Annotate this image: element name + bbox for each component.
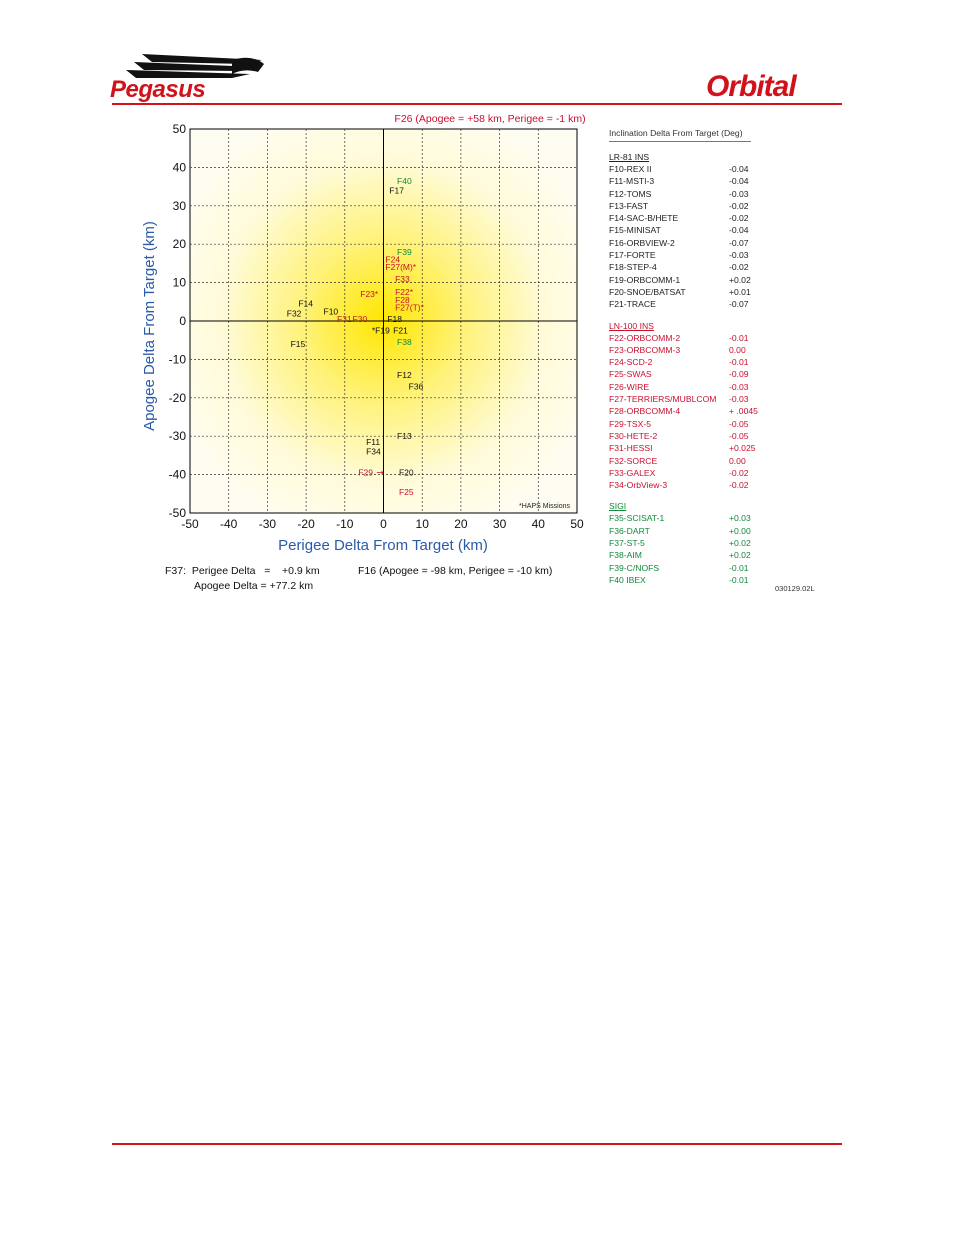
point-label: F34 — [366, 446, 381, 457]
inclination-group — [609, 501, 829, 586]
mission-name: F38-AIM — [609, 550, 642, 561]
inclination-value: 0.00 — [729, 344, 746, 355]
point-label: F27(M)* — [385, 262, 417, 273]
y-tick-label: 20 — [172, 237, 186, 252]
y-tick-label: -30 — [168, 429, 186, 444]
y-tick-label: 30 — [172, 198, 186, 213]
inclination-value: -0.03 — [729, 394, 749, 405]
inclination-value: -0.02 — [729, 200, 749, 211]
mission-name: F12-TOMS — [609, 188, 652, 199]
point-label: *F19 — [371, 325, 390, 336]
inclination-value: -0.02 — [729, 480, 749, 491]
inclination-row — [609, 188, 829, 200]
y-axis-label: Apogee Delta From Target (km) — [141, 221, 158, 431]
mission-name: F25-SWAS — [609, 369, 652, 380]
point-label: F18 — [387, 314, 403, 325]
mission-name: F35-SCISAT-1 — [609, 513, 665, 524]
mission-name: F15-MINISAT — [609, 225, 661, 236]
point-label: F25 — [398, 486, 414, 497]
arrow-icon: → — [376, 468, 384, 479]
point-label: F27(T)* — [395, 302, 424, 313]
point-label: F24 — [385, 254, 401, 265]
inclination-value: +0.02 — [729, 274, 751, 285]
inclination-row — [609, 163, 829, 175]
mission-name: F17-FORTE — [609, 250, 656, 261]
inclination-group-title: LN-100 INS — [609, 320, 654, 331]
inclination-row — [609, 418, 829, 430]
point-label: F17 — [389, 185, 404, 196]
x-tick-label: 20 — [454, 517, 468, 531]
inclination-row — [609, 332, 829, 344]
inclination-row — [609, 381, 829, 393]
x-tick-label: -40 — [220, 517, 238, 531]
mission-name: F33-GALEX — [609, 467, 656, 478]
mission-name: F27-TERRIERS/MUBLCOM — [609, 394, 717, 405]
mission-name: F18-STEP-4 — [609, 262, 657, 273]
inclination-value: -0.01 — [729, 332, 749, 343]
mission-name: F21-TRACE — [609, 299, 656, 310]
inclination-value: -0.02 — [729, 213, 749, 224]
inclination-panel — [609, 128, 829, 586]
pegasus-logo-text: Pegasus — [110, 76, 206, 103]
y-tick-label: -20 — [168, 390, 186, 405]
document-code: 030129.02L — [775, 584, 815, 593]
inclination-row — [609, 405, 829, 417]
point-label: F15 — [290, 339, 306, 350]
mission-name: F14-SAC-B/HETE — [609, 213, 679, 224]
inclination-value: -0.07 — [729, 299, 749, 310]
inclination-value: -0.05 — [729, 430, 749, 441]
point-label: F38 — [397, 337, 412, 348]
inclination-row — [609, 479, 829, 491]
note-f16: F16 (Apogee = -98 km, Perigee = -10 km) — [358, 565, 553, 577]
point-label: F23* — [360, 289, 379, 300]
inclination-title: Inclination Delta From Target (Deg) — [609, 128, 751, 142]
inclination-row — [609, 525, 829, 537]
x-tick-label: -20 — [297, 517, 315, 531]
mission-name: F23-ORBCOMM-3 — [609, 344, 681, 355]
note-f37-line2: Apogee Delta = +77.2 km — [194, 580, 314, 592]
x-axis-label: Perigee Delta From Target (km) — [278, 537, 488, 554]
inclination-groups — [609, 152, 829, 586]
point-label: F13 — [397, 431, 412, 442]
mission-name: F20-SNOE/BATSAT — [609, 286, 686, 297]
footnote: *HAPS Missions — [519, 503, 570, 510]
inclination-value: -0.02 — [729, 262, 749, 273]
inclination-value: -0.09 — [729, 369, 749, 380]
inclination-value: -0.02 — [729, 467, 749, 478]
footer-rule — [112, 1143, 842, 1145]
orbital-logo: Orbital — [706, 70, 796, 103]
point-label: F20 — [398, 467, 414, 478]
inclination-row — [609, 368, 829, 380]
y-tick-label: 10 — [172, 275, 186, 290]
inclination-row — [609, 512, 829, 524]
mission-name: F36-DART — [609, 525, 650, 536]
inclination-row — [609, 562, 829, 574]
inclination-value: + .0045 — [729, 406, 758, 417]
point-label: F28 — [395, 294, 410, 305]
inclination-value: -0.03 — [729, 188, 749, 199]
y-tick-label: -40 — [168, 467, 186, 482]
mission-name: F16-ORBVIEW-2 — [609, 237, 675, 248]
inclination-row — [609, 212, 829, 224]
inclination-value: -0.04 — [729, 164, 749, 174]
inclination-value: +0.02 — [729, 538, 751, 549]
point-label: F10 — [323, 306, 339, 317]
point-label: F31 — [337, 314, 352, 325]
inclination-value: -0.03 — [729, 250, 749, 261]
mission-name: F32-SORCE — [609, 455, 658, 466]
inclination-value: +0.025 — [729, 443, 756, 454]
inclination-row — [609, 237, 829, 249]
top-note: F26 (Apogee = +58 km, Perigee = -1 km) — [394, 113, 586, 125]
inclination-value: -0.04 — [729, 176, 749, 187]
x-tick-label: 10 — [415, 517, 429, 531]
x-tick-label: -30 — [258, 517, 277, 531]
inclination-row — [609, 442, 829, 454]
inclination-row — [609, 175, 829, 187]
inclination-value: +0.01 — [729, 286, 751, 297]
inclination-value: -0.01 — [729, 574, 749, 585]
mission-name: F22-ORBCOMM-2 — [609, 332, 681, 343]
mission-name: F37-ST-5 — [609, 538, 645, 549]
y-tick-label: 50 — [172, 122, 186, 136]
point-label: F11 — [366, 436, 381, 447]
inclination-row — [609, 467, 829, 479]
inclination-row — [609, 274, 829, 286]
mission-name: F11-MSTI-3 — [609, 176, 655, 187]
mission-name: F40 IBEX — [609, 574, 646, 585]
inclination-row — [609, 224, 829, 236]
x-tick-label: 50 — [570, 517, 584, 531]
x-tick-label: -50 — [181, 517, 199, 531]
note-f37-line1: F37: Perigee Delta = +0.9 km — [165, 565, 320, 577]
mission-name: F29-TSX-5 — [609, 418, 652, 429]
point-label: F32 — [286, 308, 302, 319]
mission-name: F31-HESSI — [609, 443, 653, 454]
x-tick-label: 30 — [492, 517, 507, 531]
point-label: F40 — [397, 175, 412, 186]
inclination-value: +0.03 — [729, 513, 751, 524]
inclination-row — [609, 249, 829, 261]
mission-name: F10-REX II — [609, 164, 652, 174]
inclination-group-title: LR-81 INS — [609, 152, 650, 162]
point-label: F39 — [397, 246, 412, 257]
point-label: F36 — [408, 381, 424, 392]
inclination-row — [609, 549, 829, 561]
x-tick-label: 40 — [531, 517, 545, 531]
inclination-group — [609, 152, 829, 311]
x-tick-label: -10 — [336, 517, 354, 531]
inclination-value: -0.05 — [729, 418, 749, 429]
y-tick-label: -10 — [168, 352, 186, 367]
mission-name: F30-HETE-2 — [609, 430, 658, 441]
inclination-group-title: SIGI — [609, 501, 627, 512]
inclination-value: +0.00 — [729, 525, 751, 536]
inclination-row — [609, 455, 829, 467]
y-tick-label: 0 — [179, 314, 186, 328]
inclination-row — [609, 393, 829, 405]
point-label: F33 — [395, 273, 410, 284]
inclination-value: -0.01 — [729, 357, 749, 368]
point-label: F30 — [352, 314, 368, 325]
inclination-row — [609, 298, 829, 310]
mission-name: F28-ORBCOMM-4 — [609, 406, 681, 417]
inclination-value: +0.02 — [729, 550, 751, 561]
y-tick-label: 40 — [172, 160, 186, 175]
y-tick-label: -50 — [168, 506, 186, 520]
point-label: F22* — [395, 287, 414, 298]
inclination-value: -0.07 — [729, 237, 749, 248]
inclination-row — [609, 356, 829, 368]
inclination-value: 0.00 — [729, 455, 746, 466]
mission-name: F34-OrbView-3 — [609, 480, 668, 491]
inclination-row — [609, 430, 829, 442]
inclination-value: -0.04 — [729, 225, 749, 236]
mission-name: F13-FAST — [609, 200, 649, 211]
inclination-row — [609, 200, 829, 212]
inclination-row — [609, 344, 829, 356]
inclination-row — [609, 286, 829, 298]
point-label: F21 — [393, 325, 408, 336]
mission-name: F26-WIRE — [609, 381, 650, 392]
mission-name: F19-ORBCOMM-1 — [609, 274, 681, 285]
inclination-value: -0.01 — [729, 562, 749, 573]
x-tick-label: 0 — [380, 517, 387, 531]
inclination-row — [609, 261, 829, 273]
mission-name: F24-SCD-2 — [609, 357, 653, 368]
inclination-row — [609, 537, 829, 549]
inclination-group — [609, 321, 829, 492]
point-label: F12 — [397, 369, 412, 380]
mission-name: F39-C/NOFS — [609, 562, 660, 573]
inclination-value: -0.03 — [729, 381, 749, 392]
point-label: F14 — [298, 298, 314, 309]
point-label: F29 — [358, 467, 374, 478]
